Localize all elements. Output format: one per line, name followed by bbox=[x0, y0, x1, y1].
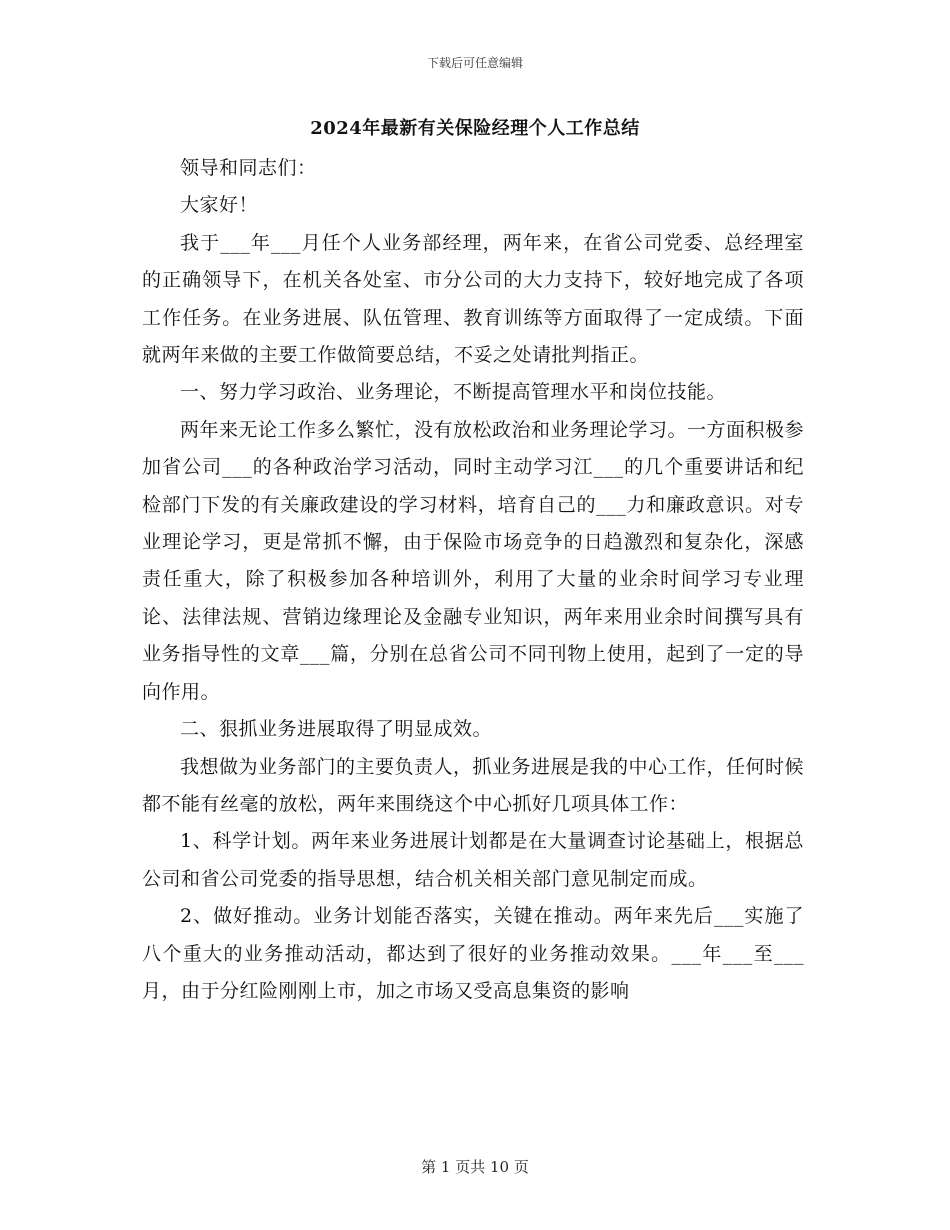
paragraph-item-1: 1、科学计划。两年来业务进展计划都是在大量调查讨论基础上，根据总公司和省公司党委的指导思想，结合机关相关部门意见制定而成。 bbox=[142, 830, 804, 890]
paragraph-study: 两年来无论工作多么繁忙，没有放松政治和业务理论学习。一方面积极参加省公司___的各种政治学习活动，同时主动学习江___的几个重要讲话和纪检部门下发的有关廉政建设的学习材料，培育自己的___力和廉政意识。对专业理论学习，更是常抓不懈，由于保险市场竞争的日趋激烈和复杂化，深感责任重大，除了积极参加各种培训外，利用了大量的业余时间学习专业理论、法律法规、营销边缘理论及金融专业知识，两年来用业余时间撰写具有业务指导性的文章___篇，分别在总省公司不同刊物上使用，起到了一定的导向作用。 bbox=[142, 418, 805, 703]
paragraph-item-2: 2、做好推动。业务计划能否落实，关键在推动。两年来先后___实施了八个重大的业务推动活动，都达到了很好的业务推动效果。___年___至___月，由于分红险刚刚上市，加之市场又受高息集资的影响 bbox=[142, 905, 804, 1002]
section-heading-1: 一、努力学习政治、业务理论，不断提高管理水平和岗位技能。 bbox=[180, 381, 727, 404]
paragraph-intro: 我于___年___月任个人业务部经理，两年来，在省公司党委、总经理室的正确领导下，在机关各处室、市分公司的大力支持下，较好地完成了各项工作任务。在业务进展、队伍管理、教育训练等方面取得了一定成绩。下面就两年来做的主要工作做简要总结，不妥之处请批判指正。 bbox=[142, 231, 804, 367]
paragraph-greeting: 大家好！ bbox=[180, 194, 259, 217]
paragraph-salutation: 领导和同志们： bbox=[180, 157, 317, 179]
section-heading-2: 二、狠抓业务进展取得了明显成效。 bbox=[180, 718, 493, 741]
document-title: 2024年最新有关保险经理个人工作总结 bbox=[310, 118, 640, 139]
document-body bbox=[142, 150, 804, 1010]
header-note: 下载后可任意编辑 bbox=[426, 56, 523, 70]
page-number-footer: 第 1 页共 10 页 bbox=[421, 1158, 529, 1176]
paragraph-business: 我想做为业务部门的主要负责人，抓业务进展是我的中心工作，任何时候都不能有丝毫的放松，两年来围绕这个中心抓好几项具体工作： bbox=[142, 755, 805, 815]
